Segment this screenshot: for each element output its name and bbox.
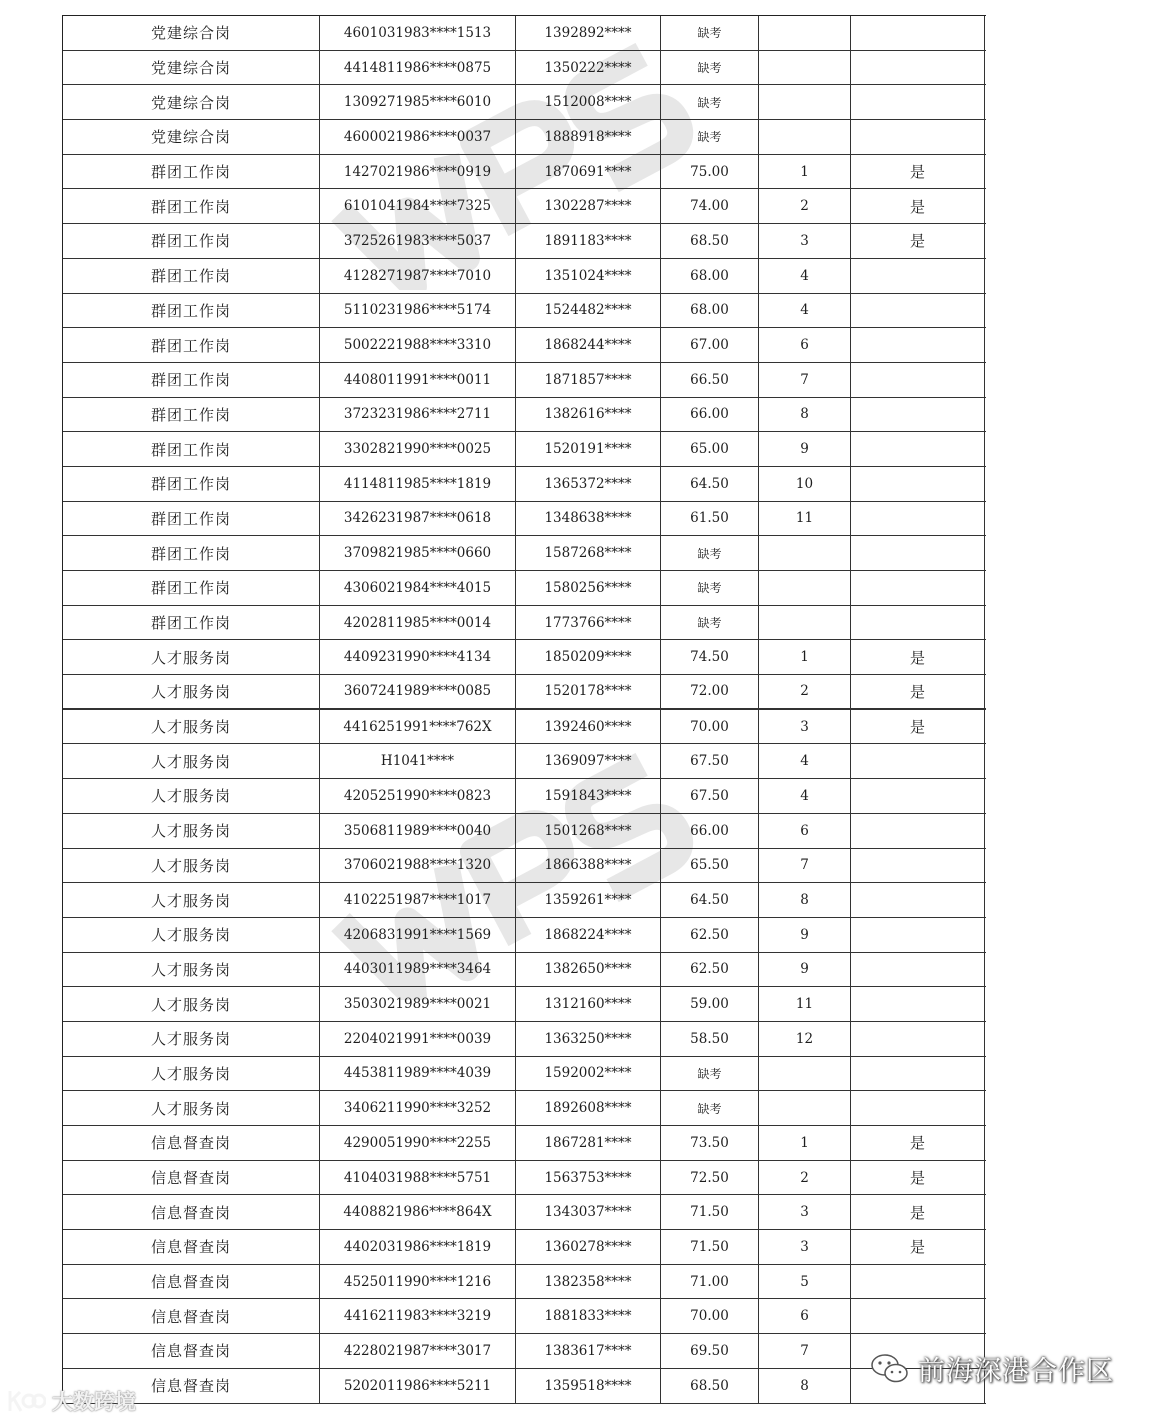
rank-cell (759, 571, 851, 605)
rank-cell: 4 (759, 259, 851, 293)
position-cell: 人才服务岗 (63, 814, 320, 848)
id-number-cell: 6101041984****7325 (320, 189, 516, 223)
position-cell: 群团工作岗 (63, 536, 320, 570)
id-number-cell: 3706021988****1320 (320, 849, 516, 883)
phone-cell: 1888918**** (516, 120, 661, 154)
interview-cell: 是 (851, 189, 985, 223)
rank-cell: 3 (759, 1230, 851, 1264)
phone-cell: 1351024**** (516, 259, 661, 293)
position-cell: 人才服务岗 (63, 1022, 320, 1056)
id-number-cell: 4306021984****4015 (320, 571, 516, 605)
id-number-cell: 3302821990****0025 (320, 432, 516, 466)
id-number-cell: 4202811985****0014 (320, 606, 516, 640)
id-number-cell: 4205251990****0823 (320, 779, 516, 813)
id-number-cell: 4102251987****1017 (320, 883, 516, 917)
phone-cell: 1850209**** (516, 640, 661, 674)
rank-cell: 8 (759, 883, 851, 917)
interview-cell: 是 (851, 224, 985, 258)
table-row (63, 398, 986, 433)
id-number-cell: 3723231986****2711 (320, 398, 516, 432)
table-row (63, 536, 986, 571)
table-row (63, 1334, 986, 1369)
position-cell: 群团工作岗 (63, 294, 320, 328)
phone-cell: 1392460**** (516, 710, 661, 744)
id-number-cell: 3709821985****0660 (320, 536, 516, 570)
interview-cell (851, 883, 985, 917)
table-row (63, 155, 986, 190)
score-cell: 68.50 (661, 1369, 759, 1403)
table-row (63, 1091, 986, 1126)
position-cell: 群团工作岗 (63, 259, 320, 293)
rank-cell (759, 85, 851, 119)
phone-cell: 1580256**** (516, 571, 661, 605)
phone-cell: 1867281**** (516, 1126, 661, 1160)
interview-cell (851, 571, 985, 605)
rank-cell (759, 1091, 851, 1125)
rank-cell: 11 (759, 987, 851, 1021)
score-cell: 75.00 (661, 155, 759, 189)
phone-cell: 1591843**** (516, 779, 661, 813)
id-number-cell: 1427021986****0919 (320, 155, 516, 189)
score-cell: 59.00 (661, 987, 759, 1021)
phone-cell: 1524482**** (516, 294, 661, 328)
interview-cell: 是 (851, 155, 985, 189)
score-cell: 68.50 (661, 224, 759, 258)
id-number-cell: 5002221988****3310 (320, 328, 516, 362)
id-number-cell: 4403011989****3464 (320, 953, 516, 987)
score-cell: 66.00 (661, 814, 759, 848)
interview-cell: 是 (851, 1161, 985, 1195)
interview-cell (851, 51, 985, 85)
interview-cell (851, 536, 985, 570)
score-cell: 68.00 (661, 259, 759, 293)
position-cell: 群团工作岗 (63, 363, 320, 397)
interview-cell (851, 432, 985, 466)
interview-cell (851, 1022, 985, 1056)
score-cell: 65.50 (661, 849, 759, 883)
phone-cell: 1866388**** (516, 849, 661, 883)
interview-cell (851, 987, 985, 1021)
rank-cell: 2 (759, 1161, 851, 1195)
table-row (63, 675, 986, 710)
rank-cell: 3 (759, 1195, 851, 1229)
id-number-cell: 5202011986****5211 (320, 1369, 516, 1403)
table-row (63, 710, 986, 745)
id-number-cell: 5110231986****5174 (320, 294, 516, 328)
brand-watermark (6, 1386, 136, 1416)
table-row (63, 606, 986, 641)
results-table (62, 15, 986, 1404)
score-cell: 缺考 (661, 85, 759, 119)
interview-cell (851, 1265, 985, 1299)
interview-cell (851, 779, 985, 813)
account-watermark (870, 1349, 1114, 1388)
rank-cell: 1 (759, 640, 851, 674)
id-number-cell: 4402031986****1819 (320, 1230, 516, 1264)
position-cell: 人才服务岗 (63, 779, 320, 813)
rank-cell: 8 (759, 398, 851, 432)
table-row (63, 814, 986, 849)
phone-cell: 1312160**** (516, 987, 661, 1021)
position-cell: 群团工作岗 (63, 606, 320, 640)
table-row (63, 1022, 986, 1057)
phone-cell: 1563753**** (516, 1161, 661, 1195)
rank-cell: 10 (759, 467, 851, 501)
position-cell: 群团工作岗 (63, 502, 320, 536)
rank-cell: 5 (759, 1265, 851, 1299)
id-number-cell: 3725261983****5037 (320, 224, 516, 258)
id-number-cell: 4601031983****1513 (320, 16, 516, 50)
position-cell: 群团工作岗 (63, 155, 320, 189)
score-cell: 71.50 (661, 1230, 759, 1264)
score-cell: 缺考 (661, 120, 759, 154)
table-row (63, 328, 986, 363)
position-cell: 人才服务岗 (63, 710, 320, 744)
id-number-cell: 4414811986****0875 (320, 51, 516, 85)
interview-cell (851, 85, 985, 119)
score-cell: 74.50 (661, 640, 759, 674)
table-row (63, 1265, 986, 1300)
position-cell: 人才服务岗 (63, 744, 320, 778)
rank-cell: 2 (759, 675, 851, 708)
table-row (63, 883, 986, 918)
rank-cell: 9 (759, 918, 851, 952)
score-cell: 66.00 (661, 398, 759, 432)
table-row (63, 85, 986, 120)
interview-cell (851, 953, 985, 987)
rank-cell (759, 1057, 851, 1091)
rank-cell (759, 120, 851, 154)
phone-cell: 1868244**** (516, 328, 661, 362)
position-cell: 党建综合岗 (63, 51, 320, 85)
id-number-cell: 4114811985****1819 (320, 467, 516, 501)
rank-cell: 6 (759, 328, 851, 362)
score-cell: 70.00 (661, 710, 759, 744)
id-number-cell: 3607241989****0085 (320, 675, 516, 708)
interview-cell (851, 502, 985, 536)
score-cell: 缺考 (661, 51, 759, 85)
phone-cell: 1868224**** (516, 918, 661, 952)
phone-cell: 1365372**** (516, 467, 661, 501)
score-cell: 67.50 (661, 779, 759, 813)
interview-cell: 是 (851, 640, 985, 674)
table-row (63, 987, 986, 1022)
table-row (63, 779, 986, 814)
position-cell: 群团工作岗 (63, 398, 320, 432)
interview-cell (851, 120, 985, 154)
id-number-cell: 4453811989****4039 (320, 1057, 516, 1091)
interview-cell: 是 (851, 1230, 985, 1264)
rank-cell: 7 (759, 363, 851, 397)
position-cell: 信息督查岗 (63, 1299, 320, 1333)
phone-cell: 1382616**** (516, 398, 661, 432)
position-cell: 人才服务岗 (63, 640, 320, 674)
id-number-cell: 4416211983****3219 (320, 1299, 516, 1333)
id-number-cell: 4206831991****1569 (320, 918, 516, 952)
score-cell: 73.50 (661, 1126, 759, 1160)
table-row (63, 16, 986, 51)
phone-cell: 1520178**** (516, 675, 661, 708)
interview-cell (851, 1057, 985, 1091)
rank-cell: 11 (759, 502, 851, 536)
phone-cell: 1359261**** (516, 883, 661, 917)
position-cell: 信息督查岗 (63, 1369, 320, 1403)
id-number-cell: 4525011990****1216 (320, 1265, 516, 1299)
interview-cell (851, 16, 985, 50)
phone-cell: 1520191**** (516, 432, 661, 466)
id-number-cell: H1041**** (320, 744, 516, 778)
phone-cell: 1773766**** (516, 606, 661, 640)
rank-cell: 4 (759, 294, 851, 328)
position-cell: 信息督查岗 (63, 1334, 320, 1368)
table-row (63, 363, 986, 398)
interview-cell (851, 849, 985, 883)
k-logo-icon (6, 1388, 46, 1414)
phone-cell: 1392892**** (516, 16, 661, 50)
phone-cell: 1383617**** (516, 1334, 661, 1368)
position-cell: 人才服务岗 (63, 953, 320, 987)
position-cell: 群团工作岗 (63, 571, 320, 605)
interview-cell (851, 918, 985, 952)
account-name: 前海深港合作区 (918, 1356, 1114, 1387)
phone-cell: 1592002**** (516, 1057, 661, 1091)
position-cell: 人才服务岗 (63, 849, 320, 883)
rank-cell: 7 (759, 1334, 851, 1368)
id-number-cell: 2204021991****0039 (320, 1022, 516, 1056)
table-row (63, 467, 986, 502)
score-cell: 67.00 (661, 328, 759, 362)
rank-cell: 4 (759, 779, 851, 813)
score-cell: 缺考 (661, 1057, 759, 1091)
phone-cell: 1892608**** (516, 1091, 661, 1125)
phone-cell: 1382358**** (516, 1265, 661, 1299)
score-cell: 缺考 (661, 1091, 759, 1125)
phone-cell: 1587268**** (516, 536, 661, 570)
interview-cell (851, 1091, 985, 1125)
position-cell: 党建综合岗 (63, 120, 320, 154)
score-cell: 66.50 (661, 363, 759, 397)
id-number-cell: 4228021987****3017 (320, 1334, 516, 1368)
table-row (63, 224, 986, 259)
table-row (63, 1057, 986, 1092)
score-cell: 65.00 (661, 432, 759, 466)
score-cell: 缺考 (661, 536, 759, 570)
rank-cell: 8 (759, 1369, 851, 1403)
rank-cell (759, 16, 851, 50)
interview-cell: 是 (851, 710, 985, 744)
rank-cell (759, 536, 851, 570)
phone-cell: 1369097**** (516, 744, 661, 778)
position-cell: 信息督查岗 (63, 1126, 320, 1160)
score-cell: 缺考 (661, 16, 759, 50)
position-cell: 群团工作岗 (63, 467, 320, 501)
position-cell: 信息督查岗 (63, 1230, 320, 1264)
rank-cell: 7 (759, 849, 851, 883)
position-cell: 人才服务岗 (63, 1091, 320, 1125)
interview-cell (851, 467, 985, 501)
id-number-cell: 4416251991****762X (320, 710, 516, 744)
phone-cell: 1870691**** (516, 155, 661, 189)
position-cell: 人才服务岗 (63, 918, 320, 952)
position-cell: 人才服务岗 (63, 987, 320, 1021)
score-cell: 67.50 (661, 744, 759, 778)
position-cell: 信息督查岗 (63, 1265, 320, 1299)
position-cell: 群团工作岗 (63, 189, 320, 223)
rank-cell: 4 (759, 744, 851, 778)
score-cell: 72.50 (661, 1161, 759, 1195)
id-number-cell: 3406211990****3252 (320, 1091, 516, 1125)
score-cell: 58.50 (661, 1022, 759, 1056)
table-row (63, 1195, 986, 1230)
interview-cell (851, 363, 985, 397)
position-cell: 党建综合岗 (63, 85, 320, 119)
id-number-cell: 3506811989****0040 (320, 814, 516, 848)
interview-cell: 是 (851, 675, 985, 708)
interview-cell (851, 259, 985, 293)
phone-cell: 1512008**** (516, 85, 661, 119)
interview-cell (851, 814, 985, 848)
interview-cell: 是 (851, 1126, 985, 1160)
table-row (63, 51, 986, 86)
rank-cell: 2 (759, 189, 851, 223)
table-row (63, 1230, 986, 1265)
interview-cell (851, 294, 985, 328)
score-cell: 69.50 (661, 1334, 759, 1368)
rank-cell: 1 (759, 1126, 851, 1160)
table-row (63, 1161, 986, 1196)
phone-cell: 1343037**** (516, 1195, 661, 1229)
position-cell: 人才服务岗 (63, 883, 320, 917)
phone-cell: 1350222**** (516, 51, 661, 85)
id-number-cell: 4408821986****864X (320, 1195, 516, 1229)
table-row (63, 953, 986, 988)
score-cell: 71.00 (661, 1265, 759, 1299)
interview-cell (851, 1299, 985, 1333)
score-cell: 70.00 (661, 1299, 759, 1333)
position-cell: 信息督查岗 (63, 1195, 320, 1229)
score-cell: 62.50 (661, 953, 759, 987)
interview-cell (851, 606, 985, 640)
score-cell: 64.50 (661, 883, 759, 917)
table-row (63, 120, 986, 155)
score-cell: 68.00 (661, 294, 759, 328)
table-row (63, 1126, 986, 1161)
table-row (63, 640, 986, 675)
interview-cell: 是 (851, 1195, 985, 1229)
rank-cell: 9 (759, 432, 851, 466)
phone-cell: 1871857**** (516, 363, 661, 397)
rank-cell: 3 (759, 224, 851, 258)
table-row (63, 502, 986, 537)
id-number-cell: 3426231987****0618 (320, 502, 516, 536)
score-cell: 74.00 (661, 189, 759, 223)
brand-label: 大数跨境 (52, 1390, 136, 1414)
rank-cell: 12 (759, 1022, 851, 1056)
score-cell: 62.50 (661, 918, 759, 952)
table-row (63, 849, 986, 884)
score-cell: 72.00 (661, 675, 759, 708)
position-cell: 人才服务岗 (63, 1057, 320, 1091)
phone-cell: 1501268**** (516, 814, 661, 848)
phone-cell: 1359518**** (516, 1369, 661, 1403)
phone-cell: 1881833**** (516, 1299, 661, 1333)
table-row (63, 571, 986, 606)
position-cell: 群团工作岗 (63, 328, 320, 362)
rank-cell (759, 606, 851, 640)
interview-cell (851, 744, 985, 778)
wechat-icon (870, 1352, 910, 1386)
table-row (63, 259, 986, 294)
table-row (63, 294, 986, 329)
table-row (63, 189, 986, 224)
table-row (63, 918, 986, 953)
rank-cell: 1 (759, 155, 851, 189)
rank-cell: 9 (759, 953, 851, 987)
phone-cell: 1891183**** (516, 224, 661, 258)
phone-cell: 1382650**** (516, 953, 661, 987)
rank-cell: 6 (759, 1299, 851, 1333)
id-number-cell: 3503021989****0021 (320, 987, 516, 1021)
id-number-cell: 4600021986****0037 (320, 120, 516, 154)
score-cell: 缺考 (661, 571, 759, 605)
position-cell: 党建综合岗 (63, 16, 320, 50)
id-number-cell: 4409231990****4134 (320, 640, 516, 674)
score-cell: 64.50 (661, 467, 759, 501)
table-row (63, 432, 986, 467)
phone-cell: 1363250**** (516, 1022, 661, 1056)
interview-cell (851, 398, 985, 432)
table-row (63, 1299, 986, 1334)
score-cell: 61.50 (661, 502, 759, 536)
position-cell: 信息督查岗 (63, 1161, 320, 1195)
table-row (63, 1369, 986, 1404)
rank-cell: 3 (759, 710, 851, 744)
phone-cell: 1348638**** (516, 502, 661, 536)
score-cell: 缺考 (661, 606, 759, 640)
position-cell: 群团工作岗 (63, 432, 320, 466)
id-number-cell: 1309271985****6010 (320, 85, 516, 119)
score-cell: 71.50 (661, 1195, 759, 1229)
id-number-cell: 4128271987****7010 (320, 259, 516, 293)
phone-cell: 1360278**** (516, 1230, 661, 1264)
rank-cell (759, 51, 851, 85)
id-number-cell: 4408011991****0011 (320, 363, 516, 397)
table-row (63, 744, 986, 779)
position-cell: 人才服务岗 (63, 675, 320, 708)
rank-cell: 6 (759, 814, 851, 848)
phone-cell: 1302287**** (516, 189, 661, 223)
position-cell: 群团工作岗 (63, 224, 320, 258)
interview-cell (851, 328, 985, 362)
id-number-cell: 4290051990****2255 (320, 1126, 516, 1160)
id-number-cell: 4104031988****5751 (320, 1161, 516, 1195)
